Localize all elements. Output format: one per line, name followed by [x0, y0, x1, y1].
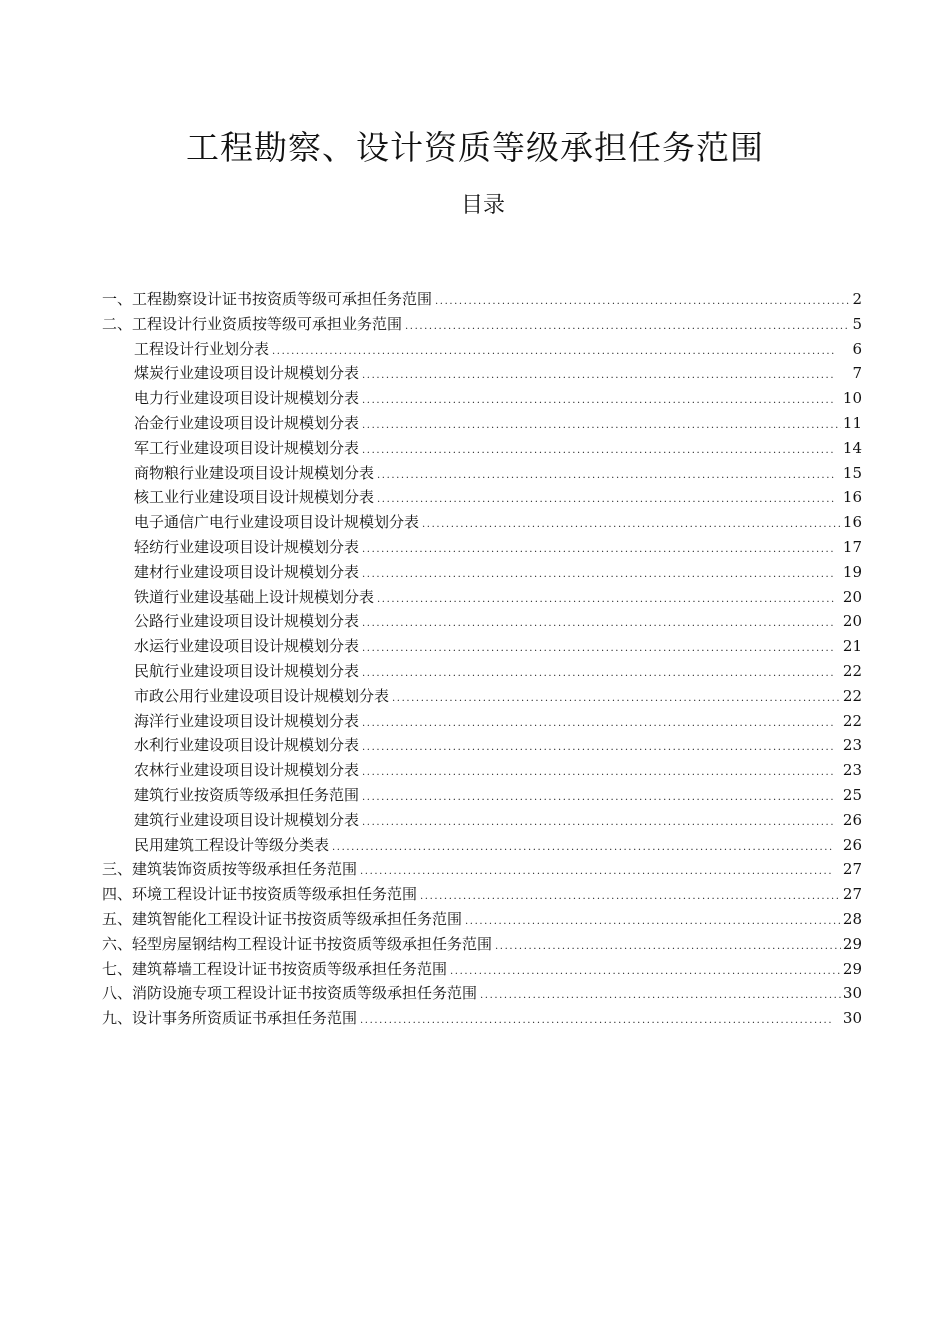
toc-entry-label: 民用建筑工程设计等级分类表 [134, 835, 330, 854]
toc-entry-label: 海洋行业建设项目设计规模划分表 [134, 711, 360, 730]
toc-entry-label: 五、建筑智能化工程设计证书按资质等级承担任务范围 [102, 909, 463, 928]
toc-entry[interactable] [102, 634, 862, 659]
toc-leader-dots [362, 637, 834, 661]
toc-leader-dots [450, 960, 841, 984]
toc-entry-page-number: 29 [842, 934, 862, 953]
toc-leader-dots [362, 364, 834, 388]
toc-entry-page-number: 29 [842, 959, 862, 978]
toc-entry-label: 水利行业建设项目设计规模划分表 [134, 736, 360, 755]
toc-entry[interactable] [102, 882, 862, 907]
toc-entry-page-number: 26 [842, 835, 862, 854]
toc-entry-page-number: 6 [852, 339, 862, 358]
toc-entry-label: 工程设计行业划分表 [134, 339, 270, 358]
toc-entry[interactable] [102, 411, 862, 436]
toc-entry-page-number: 16 [842, 488, 862, 507]
toc-entry-label: 建材行业建设项目设计规模划分表 [134, 562, 360, 581]
toc-entry-page-number: 15 [842, 463, 862, 482]
toc-entry-label: 三、建筑装饰资质按等级承担任务范围 [102, 860, 358, 879]
toc-entry-label: 冶金行业建设项目设计规模划分表 [134, 413, 360, 432]
toc-leader-dots [360, 860, 834, 884]
toc-entry-page-number: 5 [852, 314, 862, 333]
toc-entry-label: 电力行业建设项目设计规模划分表 [134, 389, 360, 408]
toc-entry[interactable] [102, 386, 862, 411]
toc-entry[interactable] [102, 1006, 862, 1031]
toc-entry[interactable] [102, 337, 862, 362]
toc-entry-label: 公路行业建设项目设计规模划分表 [134, 612, 360, 631]
toc-entry[interactable] [102, 957, 862, 982]
toc-entry-label: 市政公用行业建设项目设计规模划分表 [134, 686, 390, 705]
toc-entry-label: 水运行业建设项目设计规模划分表 [134, 637, 360, 656]
toc-leader-dots [362, 786, 834, 810]
toc-entry[interactable] [102, 560, 862, 585]
toc-entry-label: 八、消防设施专项工程设计证书按资质等级承担任务范围 [102, 984, 478, 1003]
toc-entry-label: 核工业行业建设项目设计规模划分表 [134, 488, 375, 507]
toc-entry-label: 商物粮行业建设项目设计规模划分表 [134, 463, 375, 482]
toc-entry-page-number: 11 [842, 413, 862, 432]
toc-entry-page-number: 10 [842, 389, 862, 408]
toc-entry[interactable] [102, 461, 862, 486]
toc-leader-dots [495, 935, 841, 959]
toc-entry[interactable] [102, 783, 862, 808]
toc-entry[interactable] [102, 485, 862, 510]
toc-entry-page-number: 16 [842, 513, 862, 532]
toc-leader-dots [422, 513, 841, 537]
toc-entry-label: 煤炭行业建设项目设计规模划分表 [134, 364, 360, 383]
toc-entry[interactable] [102, 907, 862, 932]
toc-entry-page-number: 30 [842, 1009, 862, 1028]
toc-entry-page-number: 27 [842, 860, 862, 879]
toc-entry-label: 轻纺行业建设项目设计规模划分表 [134, 537, 360, 556]
toc-entry-page-number: 2 [852, 290, 862, 308]
toc-leader-dots [362, 538, 834, 562]
toc-leader-dots [362, 439, 834, 463]
toc-entry[interactable] [102, 361, 862, 386]
toc-entry[interactable] [102, 684, 862, 709]
toc-entry-label: 七、建筑幕墙工程设计证书按资质等级承担任务范围 [102, 959, 448, 978]
toc-leader-dots [362, 761, 834, 785]
toc-entry[interactable] [102, 585, 862, 610]
toc-entry-page-number: 26 [842, 810, 862, 829]
toc-leader-dots [332, 836, 834, 860]
toc-entry-page-number: 27 [842, 885, 862, 904]
toc-entry[interactable] [102, 287, 862, 312]
toc-entry[interactable] [102, 609, 862, 634]
toc-entry-label: 电子通信广电行业建设项目设计规模划分表 [134, 513, 420, 532]
toc-entry[interactable] [102, 758, 862, 783]
toc-leader-dots [435, 290, 850, 314]
toc-entry-page-number: 23 [842, 761, 862, 780]
toc-entry[interactable] [102, 833, 862, 858]
toc-entry-page-number: 22 [842, 686, 862, 705]
toc-entry-label: 农林行业建设项目设计规模划分表 [134, 761, 360, 780]
toc-entry-page-number: 19 [842, 562, 862, 581]
toc-entry-page-number: 17 [842, 537, 862, 556]
toc-entry-label: 九、设计事务所资质证书承担任务范围 [102, 1009, 358, 1028]
toc-leader-dots [362, 662, 834, 686]
toc-entry[interactable] [102, 808, 862, 833]
toc-entry[interactable] [102, 932, 862, 957]
toc-leader-dots [362, 389, 834, 413]
toc-entry[interactable] [102, 857, 862, 882]
toc-entry[interactable] [102, 535, 862, 560]
toc-leader-dots [377, 588, 834, 612]
toc-leader-dots [377, 488, 834, 512]
toc-entry-page-number: 14 [842, 438, 862, 457]
toc-entry-page-number: 21 [842, 637, 862, 656]
toc-entry[interactable] [102, 733, 862, 758]
toc-leader-dots [420, 885, 841, 909]
toc-entry-page-number: 22 [842, 661, 862, 680]
toc-leader-dots [362, 414, 841, 438]
toc-entry[interactable] [102, 436, 862, 461]
toc-entry-label: 建筑行业按资质等级承担任务范围 [134, 785, 360, 804]
toc-leader-dots [377, 464, 834, 488]
toc-leader-dots [362, 736, 834, 760]
toc-leader-dots [362, 612, 834, 636]
toc-leader-dots [392, 687, 841, 711]
toc-leader-dots [360, 1009, 834, 1033]
table-of-contents [102, 287, 862, 1031]
toc-entry-label: 四、环境工程设计证书按资质等级承担任务范围 [102, 885, 418, 904]
toc-entry[interactable] [102, 709, 862, 734]
toc-entry[interactable] [102, 981, 862, 1006]
toc-entry[interactable] [102, 659, 862, 684]
toc-entry-page-number: 20 [842, 587, 862, 606]
toc-entry-page-number: 20 [842, 612, 862, 631]
toc-leader-dots [465, 910, 841, 934]
toc-entry-label: 军工行业建设项目设计规模划分表 [134, 438, 360, 457]
toc-entry-page-number: 30 [842, 984, 862, 1003]
toc-entry-page-number: 22 [842, 711, 862, 730]
page-title: 工程勘察、设计资质等级承担任务范围 [186, 128, 764, 168]
toc-entry-page-number: 23 [842, 736, 862, 755]
toc-entry-label: 建筑行业建设项目设计规模划分表 [134, 810, 360, 829]
toc-entry-page-number: 7 [852, 364, 862, 383]
toc-entry-label: 一、工程勘察设计证书按资质等级可承担任务范围 [102, 290, 433, 308]
toc-entry[interactable] [102, 312, 862, 337]
toc-entry-label: 民航行业建设项目设计规模划分表 [134, 661, 360, 680]
toc-leader-dots [362, 712, 834, 736]
toc-entry-page-number: 25 [842, 785, 862, 804]
toc-heading: 目录 [460, 193, 505, 218]
toc-entry-label: 铁道行业建设基础上设计规模划分表 [134, 587, 375, 606]
toc-leader-dots [405, 315, 850, 339]
toc-entry[interactable] [102, 510, 862, 535]
toc-entry-label: 六、轻型房屋钢结构工程设计证书按资质等级承担任务范围 [102, 934, 493, 953]
toc-leader-dots [272, 340, 834, 364]
toc-entry-page-number: 28 [842, 909, 862, 928]
toc-leader-dots [480, 984, 841, 1008]
toc-entry-label: 二、工程设计行业资质按等级可承担业务范围 [102, 314, 403, 333]
toc-leader-dots [362, 563, 834, 587]
toc-leader-dots [362, 811, 834, 835]
